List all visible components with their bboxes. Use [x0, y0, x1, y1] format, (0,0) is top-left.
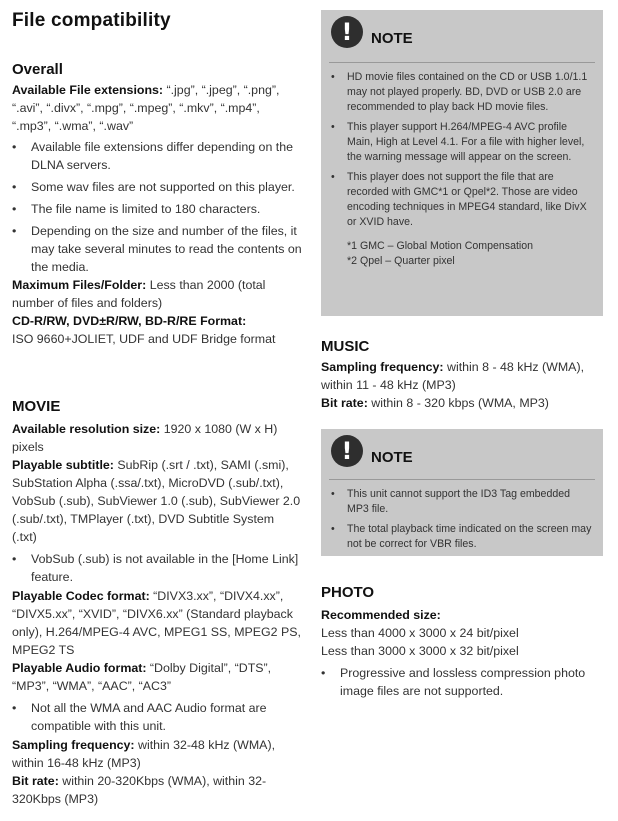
recommended-size-line	[321, 606, 603, 624]
note-header	[321, 10, 603, 54]
audio-label: Playable Audio format:	[12, 661, 147, 675]
subtitle-label: Playable subtitle:	[12, 458, 114, 472]
list-item: • This player support H.264/MPEG-4 AVC profile Main, High at Level 4.1. For a file with higher level, the warning message will appear on the screen.	[331, 120, 593, 165]
photo-bullets	[321, 664, 603, 700]
note-title: NOTE	[371, 30, 413, 47]
format-line	[12, 312, 302, 348]
list-item: • Depending on the size and number of the files, it may take several minutes to read the contents on the media.	[12, 222, 302, 276]
music-bitrate-label: Bit rate:	[321, 396, 368, 410]
list-item: • Available file extensions differ depending on the DLNA servers.	[12, 138, 302, 174]
page-title: File compatibility	[12, 10, 171, 31]
bitrate-value: within 20-320Kbps (WMA), within 32-320Kbps (MP3)	[12, 774, 267, 806]
list-item: • Progressive and lossless compression photo image files are not supported.	[321, 664, 603, 700]
audio-value: “Dolby Digital”, “DTS”, “MP3”, “WMA”, “AAC”, “AC3”	[12, 661, 272, 693]
audio-line	[12, 659, 302, 695]
format-value: ISO 9660+JOLIET, UDF and UDF Bridge format	[12, 332, 276, 346]
music-bitrate-line	[321, 394, 603, 412]
codec-label: Playable Codec format:	[12, 589, 150, 603]
note-header	[321, 429, 603, 473]
music-sampling-label: Sampling frequency:	[321, 360, 444, 374]
note-bullets	[321, 487, 603, 563]
exclamation-icon: !	[331, 435, 363, 467]
extensions-label: Available File extensions:	[12, 83, 164, 97]
photo-heading: PHOTO	[321, 584, 375, 601]
max-files-value: Less than 2000 (total number of files and folders)	[12, 278, 266, 310]
footnote-gmc: *1 GMC – Global Motion Compensation	[347, 240, 534, 252]
bitrate-label: Bit rate:	[12, 774, 59, 788]
sampling-value: within 32-48 kHz (WMA), within 16-48 kHz (MP3)	[12, 738, 276, 770]
note-divider	[329, 62, 595, 63]
sampling-line	[12, 736, 302, 772]
extensions-value: “.jpg”, “.jpeg”, “.png”, “.avi”, “.divx”, “.mpg”, “.mpeg”, “.mkv”, “.mp4”, “.mp3”, “.wma”, “.wav”	[12, 83, 280, 133]
resolution-line	[12, 420, 302, 456]
bitrate-line	[12, 772, 302, 808]
photo-size-line: Less than 3000 x 3000 x 32 bit/pixel	[321, 644, 519, 658]
movie-section	[12, 420, 302, 808]
overall-bullets	[12, 138, 302, 276]
recommended-size-label: Recommended size:	[321, 608, 441, 622]
note-bullets	[321, 70, 603, 239]
resolution-label: Available resolution size:	[12, 422, 161, 436]
codec-line	[12, 587, 302, 659]
resolution-value: 1920 x 1080 (W x H) pixels	[12, 422, 278, 454]
music-sampling-line	[321, 358, 603, 394]
music-sampling-value: within 8 - 48 kHz (WMA), within 11 - 48 kHz (MP3)	[321, 360, 585, 392]
overall-heading: Overall	[12, 61, 63, 78]
extensions-line	[12, 81, 302, 135]
audio-bullets	[12, 699, 302, 735]
note-box	[321, 429, 603, 556]
subtitle-line	[12, 456, 302, 546]
subtitle-value: SubRip (.srt / .txt), SAMI (.smi), SubStation Alpha (.ssa/.txt), MicroDVD (.sub/.txt), VobSub (.sub), SubViewer 1.0 (.sub), SubViewer 2.0 (.sub/.txt), TMPlayer (.txt), DVD Subtitle System (.txt)	[12, 458, 301, 544]
music-body	[321, 358, 603, 412]
list-item: • VobSub (.sub) is not available in the [Home Link] feature.	[12, 550, 302, 586]
max-files-line	[12, 276, 302, 312]
codec-value: “DIVX3.xx”, “DIVX4.xx”, “DIVX5.xx”, “XVID”, “DIVX6.xx” (Standard playback only), H.264/MPEG-4 AVC, MPEG1 SS, MPEG2 PS, MPEG2 TS	[12, 589, 301, 657]
overall-section	[12, 81, 302, 348]
list-item: • The total playback time indicated on the screen may not be correct for VBR files.	[331, 522, 593, 552]
list-item: • HD movie files contained on the CD or USB 1.0/1.1 may not played properly. BD, DVD or USB 2.0 are recommended to play back HD movie files.	[331, 70, 593, 115]
note-title: NOTE	[371, 449, 413, 466]
list-item: • The file name is limited to 180 characters.	[12, 200, 302, 218]
max-files-label: Maximum Files/Folder:	[12, 278, 147, 292]
list-item: • Some wav files are not supported on this player.	[12, 178, 302, 196]
exclamation-icon: !	[331, 16, 363, 48]
note-box	[321, 10, 603, 316]
format-label: CD-R/RW, DVD±R/RW, BD-R/RE Format:	[12, 314, 247, 328]
list-item: • This unit cannot support the ID3 Tag embedded MP3 file.	[331, 487, 593, 517]
music-bitrate-value: within 8 - 320 kbps (WMA, MP3)	[367, 396, 549, 410]
footnote-qpel: *2 Qpel – Quarter pixel	[347, 255, 455, 267]
subtitle-bullets	[12, 550, 302, 586]
music-heading: MUSIC	[321, 338, 370, 355]
movie-heading: MOVIE	[12, 398, 61, 415]
list-item: • This player does not support the file that are recorded with GMC*1 or Qpel*2. Those are video encoding techniques in MPEG4 standard, like DivX or XVID have.	[331, 170, 593, 230]
list-item: • Not all the WMA and AAC Audio format are compatible with this unit.	[12, 699, 302, 735]
note-divider	[329, 479, 595, 480]
photo-body	[321, 606, 603, 704]
sampling-label: Sampling frequency:	[12, 738, 135, 752]
photo-size-line: Less than 4000 x 3000 x 24 bit/pixel	[321, 626, 519, 640]
